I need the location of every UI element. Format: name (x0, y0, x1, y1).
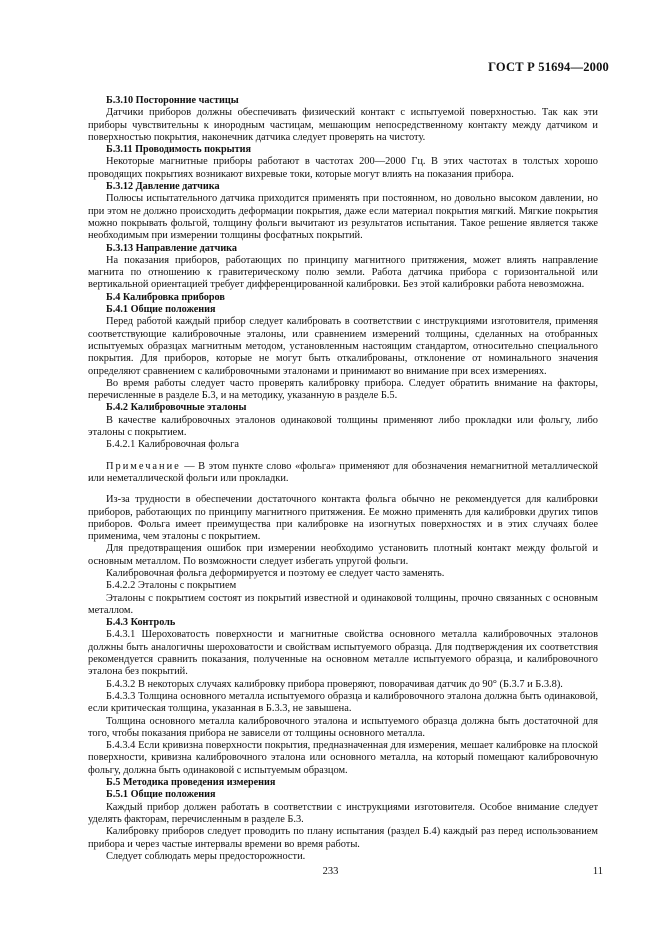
body-paragraph: Для предотвращения ошибок при измерении необходимо установить плотный контакт между фольгой и основным металлом. По возможности следует избегать упругой фольги. (88, 543, 598, 567)
section-heading: Б.3.10 Посторонние частицы (106, 95, 239, 106)
section-heading: Б.4.1 Общие положения (106, 304, 216, 316)
section-heading: Б.5.1 Общие положения (106, 789, 216, 801)
body-paragraph: Следует соблюдать меры предосторожности. (106, 850, 306, 862)
body-paragraph: Перед работой каждый прибор следует калибровать в соответствии с инструкциями изготовителя, применяя соответствующие калибровочные эталоны, или сравнением измерений толщины, сделанных на отобранных испытуемых образцах магнитным методом, установленным настоящим стандартом, относительно специального покрытия. Для приборов, которые не могут быть откалиброваны, отклонение от номинального значения определяют сравнением с калибровочными эталонами и принимают во внимание при всех измерениях. (88, 316, 598, 377)
standard-code: ГОСТ Р 51694—2000 (488, 60, 609, 74)
section-heading: Б.4.2 Калибровочные эталоны (106, 402, 247, 414)
section-heading: Б.4.3 Контроль (106, 617, 176, 629)
document-body (88, 95, 598, 863)
body-paragraph: В качестве калибровочных эталонов одинаковой толщины применяют либо прокладки или фольгу, либо эталоны с покрытием. (88, 414, 598, 439)
body-paragraph: Эталоны с покрытием состоят из покрытий известной и одинаковой толщины, прочно связанных с основным металлом. (88, 592, 598, 616)
body-paragraph: Б.4.3.3 Толщина основного металла испытуемого образца и калибровочного эталона должна быть одинаковой, если критическая толщина, указанная в Б.3.3, не завышена. (88, 690, 598, 715)
page-number-center: 233 (322, 866, 339, 877)
body-paragraph: Б.4.3.2 В некоторых случаях калибровку прибора проверяют, поворачивая датчик до 90° (Б.3.7 и Б.3.8). (106, 678, 563, 690)
body-paragraph: Некоторые магнитные приборы работают в частотах 200—2000 Гц. В этих частотах в толстых хорошо проводящих покрытиях возникают вихревые токи, которые могут влиять на показания прибора. (88, 156, 598, 180)
section-heading: Б.3.12 Давление датчика (106, 181, 220, 193)
section-heading: Б.3.13 Направление датчика (106, 242, 237, 254)
spacer (88, 452, 598, 461)
section-heading: Б.4 Калибровка приборов (106, 291, 225, 303)
spacer (88, 485, 598, 494)
body-paragraph: Каждый прибор должен работать в соответствии с инструкциями изготовителя. Особое внимание следует уделять факторам, перечисленным в разделе Б.3. (88, 801, 598, 825)
body-paragraph: Б.4.3.1 Шероховатость поверхности и магнитные свойства основного металла калибровочных эталонов должны быть аналогичны шероховатости и свойствам испытуемого образца. Для подтверждения их соответствия рекомендуется сравнить показания, полученные на основном металле испытуемого образца, и калибровочного эталона без покрытий. (88, 629, 598, 678)
note-lead: Примечание (106, 460, 181, 472)
body-paragraph: Датчики приборов должны обеспечивать физический контакт с испытуемой поверхностью. Так как эти приборы чувствительны к инородным частицам, мешающим непосредственному контакту между датчиком и поверхностью покрытия, наконечник датчика следует проверять на чистоту. (88, 107, 598, 143)
body-paragraph: Калибровочная фольга деформируется и поэтому ее следует часто заменять. (106, 567, 445, 579)
body-paragraph: Калибровку приборов следует проводить по плану испытания (раздел Б.4) каждый раз перед использованием прибора и через частые интервалы времени во время работы. (88, 826, 598, 850)
section-heading: Б.5 Методика проведения измерения (106, 777, 276, 789)
body-paragraph: Б.4.2.1 Калибровочная фольга (106, 439, 239, 451)
section-heading: Б.3.11 Проводимость покрытия (106, 144, 251, 156)
note-text: — В этом пункте слово «фольга» применяют для обозначения немагнитной металлической или неметаллической фольги или прокладки. (88, 460, 598, 484)
body-paragraph: На показания приборов, работающих по принципу магнитного притяжения, может влиять направление магнита по отношению к гравитерическому полю земли. Работа датчика прибора с горизонтальной или вертикальной ориентацией требует дифференцированной калибровки. Без этой калибровки работа невозможна. (88, 254, 598, 291)
body-paragraph: Толщина основного металла калибровочного эталона и испытуемого образца должна быть достаточной для того, чтобы показания прибора не зависели от толщины основного металла. (88, 715, 598, 739)
body-paragraph: Полюсы испытательного датчика приходится применять при постоянном, но довольно высоком давлении, но при этом не должно происходить деформации покрытия, даже если материал покрытия мягкий. Мягкие покрытия можно покрывать фольгой, толщину фольги вычитают из результатов испытания. Такое решение является также необходимым при измерении толщины фосфатных покрытий. (88, 193, 598, 242)
body-paragraph: Из-за трудности в обеспечении достаточного контакта фольга обычно не рекомендуется для калибровки приборов, работающих по принципу магнитного притяжения. Ее можно применять для калибровки других типов приборов. Фольга имеет преимущества при калибровке на изогнутых поверхностях и в этих случаях более применима, чем эталоны с покрытием. (88, 494, 598, 543)
body-paragraph: Б.4.3.4 Если кривизна поверхности покрытия, предназначенная для измерения, мешает калибровке на плоской поверхности, кривизна калибровочного эталона или основного металла, на который помещают калибровочную фольгу, должна быть одинаковой с испытуемым образцом. (88, 740, 598, 776)
page-number-right: 11 (592, 866, 603, 877)
note-paragraph (88, 461, 598, 486)
body-paragraph: Б.4.2.2 Эталоны с покрытием (106, 580, 237, 592)
body-paragraph: Во время работы следует часто проверять калибровку прибора. Следует обратить внимание на факторы, перечисленные в разделе Б.3, и на методику, указанную в разделе Б.5. (88, 377, 598, 402)
